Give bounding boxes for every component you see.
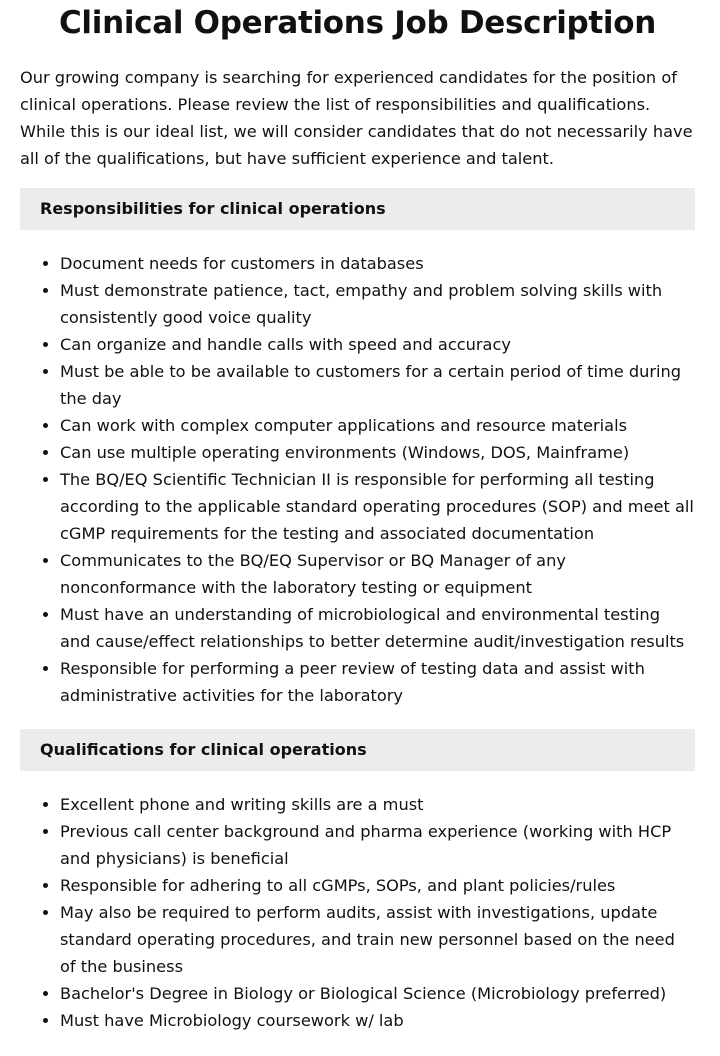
responsibilities-heading: Responsibilities for clinical operations bbox=[20, 188, 695, 230]
qualifications-list bbox=[20, 791, 695, 1034]
list-item: • Previous call center background and pharma experience (working with HCP and physicians) is beneficial bbox=[60, 818, 695, 872]
list-item: • Bachelor's Degree in Biology or Biological Science (Microbiology preferred) bbox=[60, 980, 695, 1007]
intro-paragraph: Our growing company is searching for experienced candidates for the position of clinical operations. Please review the list of responsibilities and qualifications. While this is our ideal list, we will consider candidates that do not necessarily have all of the qualifications, but have sufficient experience and talent. bbox=[20, 68, 693, 168]
page-title: Clinical Operations Job Description bbox=[58, 5, 657, 41]
list-item: • Can use multiple operating environments (Windows, DOS, Mainframe) bbox=[60, 439, 695, 466]
qualifications-heading: Qualifications for clinical operations bbox=[20, 729, 695, 771]
responsibilities-list bbox=[20, 250, 695, 709]
list-item: • Must be able to be available to customers for a certain period of time during the day bbox=[60, 358, 695, 412]
list-item: • Document needs for customers in databases bbox=[60, 250, 695, 277]
list-item: • Must have an understanding of microbiological and environmental testing and cause/effect relationships to better determine audit/investigation results bbox=[60, 601, 695, 655]
list-item: • May also be required to perform audits, assist with investigations, update standard operating procedures, and train new personnel based on the need of the business bbox=[60, 899, 695, 980]
list-item: • Must have Microbiology coursework w/ lab bbox=[60, 1007, 695, 1034]
list-item: • Can organize and handle calls with speed and accuracy bbox=[60, 331, 695, 358]
list-item: • Responsible for adhering to all cGMPs, SOPs, and plant policies/rules bbox=[60, 872, 695, 899]
list-item: • Responsible for performing a peer review of testing data and assist with administrative activities for the laboratory bbox=[60, 655, 695, 709]
list-item: • Must demonstrate patience, tact, empathy and problem solving skills with consistently good voice quality bbox=[60, 277, 695, 331]
list-item: • The BQ/EQ Scientific Technician II is responsible for performing all testing according to the applicable standard operating procedures (SOP) and meet all cGMP requirements for the testing and associated documentation bbox=[60, 466, 695, 547]
list-item: • Can work with complex computer applications and resource materials bbox=[60, 412, 695, 439]
list-item: • Communicates to the BQ/EQ Supervisor or BQ Manager of any nonconformance with the laboratory testing or equipment bbox=[60, 547, 695, 601]
list-item: • Excellent phone and writing skills are a must bbox=[60, 791, 695, 818]
